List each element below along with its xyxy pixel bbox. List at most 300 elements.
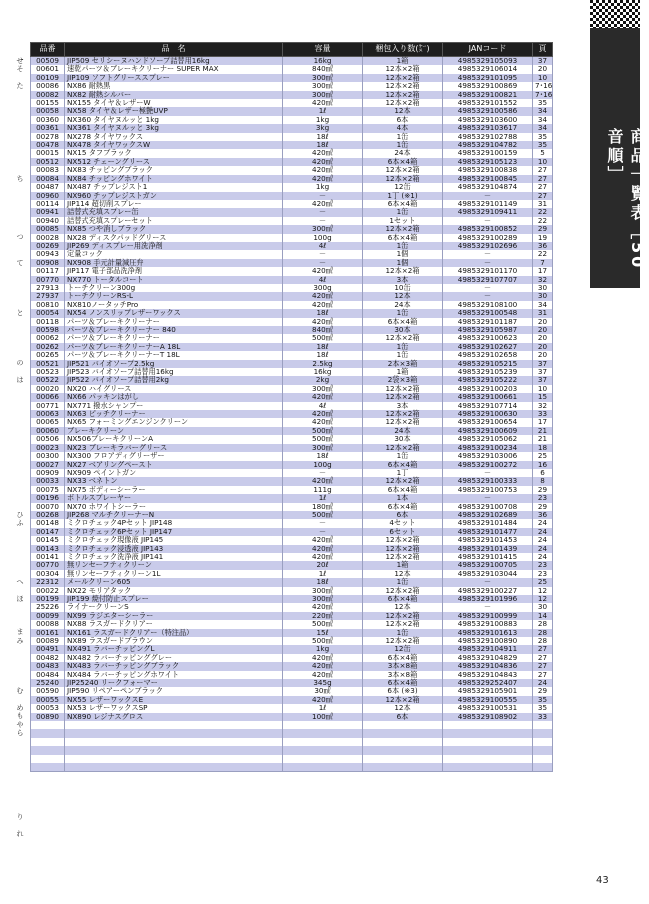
item-capacity: 500㎖ bbox=[283, 637, 363, 645]
item-jan: 4985329100708 bbox=[443, 503, 533, 511]
table-row bbox=[31, 729, 553, 737]
item-code: 00020 bbox=[31, 385, 65, 393]
item-page: 37 bbox=[533, 57, 553, 66]
item-capacity: － bbox=[283, 259, 363, 267]
item-page bbox=[533, 746, 553, 754]
item-page: 27 bbox=[533, 183, 553, 191]
item-jan: － bbox=[443, 469, 533, 477]
item-page: 31 bbox=[533, 309, 553, 317]
item-jan: 4985329104843 bbox=[443, 671, 533, 679]
item-page: 18 bbox=[533, 444, 553, 452]
item-pack: 6本×4箱 bbox=[363, 595, 443, 603]
item-page: 20 bbox=[533, 326, 553, 334]
item-code: 00361 bbox=[31, 124, 65, 132]
item-code: 00262 bbox=[31, 343, 65, 351]
item-pack: 1缶 bbox=[363, 343, 443, 351]
item-page: 23 bbox=[533, 570, 553, 578]
item-jan: 4985329100159 bbox=[443, 149, 533, 157]
item-capacity: 500㎖ bbox=[283, 334, 363, 342]
item-name: NX55 レザーワックスE bbox=[65, 696, 283, 704]
item-page bbox=[533, 729, 553, 737]
item-page: 22 bbox=[533, 250, 553, 258]
item-jan: 4985329101149 bbox=[443, 200, 533, 208]
item-name: パーツ＆ブレーキクリーナーT 18L bbox=[65, 351, 283, 359]
item-jan: 4985329105901 bbox=[443, 687, 533, 695]
item-capacity: 420㎖ bbox=[283, 99, 363, 107]
item-code: 00483 bbox=[31, 662, 65, 670]
item-capacity: 420㎖ bbox=[283, 175, 363, 183]
item-page: 27 bbox=[533, 645, 553, 653]
item-pack bbox=[363, 721, 443, 729]
item-page: 17 bbox=[533, 418, 553, 426]
item-name: NX484 ラバーチッピングホワイト bbox=[65, 671, 283, 679]
item-jan: 4985329105239 bbox=[443, 368, 533, 376]
item-pack: 12本 bbox=[363, 704, 443, 712]
item-name: ミクロチェック現像液 JIP145 bbox=[65, 536, 283, 544]
item-name: ミクロチェック4Pセット JIP148 bbox=[65, 519, 283, 527]
item-page: 32 bbox=[533, 402, 553, 410]
item-name: 詰替式充填スプレーセット bbox=[65, 217, 283, 225]
table-row bbox=[31, 763, 553, 771]
item-code bbox=[31, 721, 65, 729]
item-capacity: 420㎖ bbox=[283, 158, 363, 166]
item-pack: 4本 bbox=[363, 124, 443, 132]
item-code: 00509 bbox=[31, 57, 65, 66]
item-jan: 4985329103617 bbox=[443, 124, 533, 132]
item-code: 00065 bbox=[31, 418, 65, 426]
item-jan: 4985329100845 bbox=[443, 175, 533, 183]
item-code: 00063 bbox=[31, 410, 65, 418]
item-pack: 6本×4箱 bbox=[363, 234, 443, 242]
item-capacity: 420㎖ bbox=[283, 536, 363, 544]
item-pack: 3本×8箱 bbox=[363, 671, 443, 679]
item-jan: － bbox=[443, 284, 533, 292]
item-pack: 1缶 bbox=[363, 578, 443, 586]
item-page: 35 bbox=[533, 704, 553, 712]
item-pack: 12本 bbox=[363, 570, 443, 578]
item-code: 00083 bbox=[31, 166, 65, 174]
item-jan: 4985329101415 bbox=[443, 553, 533, 561]
item-capacity: 500㎖ bbox=[283, 620, 363, 628]
item-code: 00278 bbox=[31, 133, 65, 141]
table-header-row bbox=[31, 43, 553, 57]
item-name: NX53 レザーワックスSP bbox=[65, 704, 283, 712]
item-capacity: 420㎖ bbox=[283, 696, 363, 704]
item-page: 22 bbox=[533, 208, 553, 216]
item-page: 35 bbox=[533, 141, 553, 149]
item-name: パーツ＆ブレーキクリーナー bbox=[65, 318, 283, 326]
item-name: NX15 タフブラック bbox=[65, 149, 283, 157]
item-capacity: － bbox=[283, 208, 363, 216]
item-jan: 4985329104911 bbox=[443, 645, 533, 653]
item-page: 32 bbox=[533, 276, 553, 284]
item-pack: 12本×2箱 bbox=[363, 612, 443, 620]
item-code: 00940 bbox=[31, 217, 65, 225]
item-pack: 12本×2箱 bbox=[363, 637, 443, 645]
item-jan: 4985329101996 bbox=[443, 595, 533, 603]
item-capacity: 4ℓ bbox=[283, 402, 363, 410]
item-capacity: 111g bbox=[283, 486, 363, 494]
item-name: NX66 パッキンはがし bbox=[65, 393, 283, 401]
item-page: 33 bbox=[533, 713, 553, 721]
item-page: 35 bbox=[533, 696, 553, 704]
item-pack: 1本 bbox=[363, 494, 443, 502]
item-code: 00521 bbox=[31, 360, 65, 368]
item-pack: 24本 bbox=[363, 149, 443, 157]
item-name: NX83 チッピングブラック bbox=[65, 166, 283, 174]
item-capacity: 420㎖ bbox=[283, 477, 363, 485]
item-code: 00360 bbox=[31, 116, 65, 124]
item-name bbox=[65, 721, 283, 729]
item-capacity: 1kg bbox=[283, 116, 363, 124]
item-capacity: 420㎖ bbox=[283, 393, 363, 401]
item-name: NX85 つや消しブラック bbox=[65, 225, 283, 233]
item-code: 27913 bbox=[31, 284, 65, 292]
item-page: 10 bbox=[533, 74, 553, 82]
item-jan: 4985329102788 bbox=[443, 133, 533, 141]
item-name: NX99 ラジエターシーラー bbox=[65, 612, 283, 620]
item-page: 20 bbox=[533, 318, 553, 326]
item-code: 00890 bbox=[31, 713, 65, 721]
item-code bbox=[31, 746, 65, 754]
item-name: NX58 タイヤ＆レザー極艶UVP bbox=[65, 107, 283, 115]
item-capacity bbox=[283, 729, 363, 737]
item-pack: 12缶 bbox=[363, 645, 443, 653]
item-jan: 4985329101484 bbox=[443, 519, 533, 527]
item-pack: 30本 bbox=[363, 435, 443, 443]
item-code: 00033 bbox=[31, 477, 65, 485]
item-jan: 4985329101439 bbox=[443, 545, 533, 553]
item-name: NX512 チェーングリース bbox=[65, 158, 283, 166]
item-capacity: 500㎖ bbox=[283, 427, 363, 435]
item-pack: 6本 (※3) bbox=[363, 687, 443, 695]
item-jan: 4985329100753 bbox=[443, 486, 533, 494]
item-code: 00022 bbox=[31, 587, 65, 595]
item-name: NX88 ラスガードクリアー bbox=[65, 620, 283, 628]
item-code: 00941 bbox=[31, 208, 65, 216]
item-code: 00109 bbox=[31, 74, 65, 82]
item-code: 00055 bbox=[31, 696, 65, 704]
item-code: 00066 bbox=[31, 393, 65, 401]
item-name: NX161 ラスガードクリアー（特注品） bbox=[65, 629, 283, 637]
item-name: NX278 タイヤワックス bbox=[65, 133, 283, 141]
item-jan: － bbox=[443, 259, 533, 267]
item-pack: 1箱 bbox=[363, 57, 443, 66]
item-name: NX86 耐熱黒 bbox=[65, 82, 283, 90]
item-page: 24 bbox=[533, 545, 553, 553]
section-tab-panel bbox=[590, 28, 647, 288]
item-code: 00145 bbox=[31, 536, 65, 544]
item-capacity: 420㎖ bbox=[283, 662, 363, 670]
item-capacity: 300㎖ bbox=[283, 91, 363, 99]
item-name bbox=[65, 755, 283, 763]
item-pack: 6本×4箱 bbox=[363, 461, 443, 469]
item-code: 00155 bbox=[31, 99, 65, 107]
item-pack: 1缶 bbox=[363, 208, 443, 216]
item-pack: 2袋×3箱 bbox=[363, 376, 443, 384]
item-pack: 1個 bbox=[363, 250, 443, 258]
item-jan: 4985329100548 bbox=[443, 309, 533, 317]
item-page: 27 bbox=[533, 662, 553, 670]
item-name: NX482 ラバーチッピンググレー bbox=[65, 654, 283, 662]
item-jan: 4985329100654 bbox=[443, 418, 533, 426]
header-code: 品番 bbox=[31, 43, 65, 57]
item-pack: 1箱 bbox=[363, 368, 443, 376]
item-pack: 6本 bbox=[363, 511, 443, 519]
item-pack: 6本×4箱 bbox=[363, 679, 443, 687]
item-pack: 12本 bbox=[363, 292, 443, 300]
item-code: 00487 bbox=[31, 183, 65, 191]
item-capacity: 4ℓ bbox=[283, 242, 363, 250]
item-jan: 4985329252407 bbox=[443, 679, 533, 687]
item-code: 00269 bbox=[31, 242, 65, 250]
item-capacity bbox=[283, 746, 363, 754]
item-capacity: － bbox=[283, 528, 363, 536]
item-capacity: 1ℓ bbox=[283, 704, 363, 712]
item-code: 00148 bbox=[31, 519, 65, 527]
item-page: 29 bbox=[533, 687, 553, 695]
item-pack: 12本×2箱 bbox=[363, 82, 443, 90]
item-jan bbox=[443, 738, 533, 746]
item-page: 34 bbox=[533, 124, 553, 132]
kana-index-label: り bbox=[16, 813, 24, 821]
item-capacity: 840㎖ bbox=[283, 326, 363, 334]
item-name: パーツ＆ブレーキクリーナー 840 bbox=[65, 326, 283, 334]
item-code: 25240 bbox=[31, 679, 65, 687]
item-capacity: 420㎖ bbox=[283, 545, 363, 553]
item-code: 25226 bbox=[31, 603, 65, 611]
item-name: NX75 ボディーシーラー bbox=[65, 486, 283, 494]
item-pack: 12本×2箱 bbox=[363, 385, 443, 393]
item-capacity: 840㎖ bbox=[283, 65, 363, 73]
item-page: 34 bbox=[533, 301, 553, 309]
item-pack bbox=[363, 746, 443, 754]
item-page: 6 bbox=[533, 469, 553, 477]
item-jan: 4985329109411 bbox=[443, 208, 533, 216]
item-page: 34 bbox=[533, 116, 553, 124]
item-jan: 4985329100531 bbox=[443, 704, 533, 712]
item-jan: － bbox=[443, 217, 533, 225]
item-capacity: 180㎖ bbox=[283, 503, 363, 511]
item-page: 27 bbox=[533, 671, 553, 679]
item-pack: 12本×2箱 bbox=[363, 334, 443, 342]
kana-index-label: も bbox=[16, 712, 24, 721]
item-code: 00771 bbox=[31, 402, 65, 410]
item-name: パーツ＆ブレーキクリーナーA 18L bbox=[65, 343, 283, 351]
kana-index-label: ほ bbox=[16, 594, 24, 603]
item-capacity: 1kg bbox=[283, 183, 363, 191]
item-code: 00085 bbox=[31, 225, 65, 233]
item-code: 00523 bbox=[31, 368, 65, 376]
item-name: NX27 ベアリングペースト bbox=[65, 461, 283, 469]
item-code: 00058 bbox=[31, 107, 65, 115]
item-code: 00099 bbox=[31, 612, 65, 620]
item-capacity: 4ℓ bbox=[283, 276, 363, 284]
item-page bbox=[533, 738, 553, 746]
item-name: NX84 チッピングホワイト bbox=[65, 175, 283, 183]
item-name: JIP269 ディスプレー用洗浄剤 bbox=[65, 242, 283, 250]
item-code: 00088 bbox=[31, 620, 65, 628]
item-code: 00054 bbox=[31, 309, 65, 317]
item-capacity: 420㎖ bbox=[283, 410, 363, 418]
item-pack: 6本 bbox=[363, 713, 443, 721]
item-name bbox=[65, 746, 283, 754]
item-jan: 4985329104829 bbox=[443, 654, 533, 662]
item-pack: 3本 bbox=[363, 276, 443, 284]
item-code: 00598 bbox=[31, 326, 65, 334]
item-capacity: 420㎖ bbox=[283, 267, 363, 275]
item-jan: 4985329100289 bbox=[443, 234, 533, 242]
item-jan: 4985329103006 bbox=[443, 452, 533, 460]
item-capacity: 300㎖ bbox=[283, 595, 363, 603]
item-page: 23 bbox=[533, 494, 553, 502]
item-pack: 12本×2箱 bbox=[363, 620, 443, 628]
item-name: JIP117 電子部品洗浄剤 bbox=[65, 267, 283, 275]
item-page: 12 bbox=[533, 587, 553, 595]
item-capacity: 500㎖ bbox=[283, 511, 363, 519]
item-code: 00265 bbox=[31, 351, 65, 359]
item-name: 無リンセーフティクリーン1L bbox=[65, 570, 283, 578]
item-pack: 12本×2箱 bbox=[363, 175, 443, 183]
item-name bbox=[65, 729, 283, 737]
item-jan: 4985329108902 bbox=[443, 713, 533, 721]
item-jan: 4985329104782 bbox=[443, 141, 533, 149]
item-pack bbox=[363, 755, 443, 763]
item-code bbox=[31, 763, 65, 771]
item-page: 37 bbox=[533, 376, 553, 384]
item-code: 00478 bbox=[31, 141, 65, 149]
item-pack: 4セット bbox=[363, 519, 443, 527]
item-name: ライナークリーンS bbox=[65, 603, 283, 611]
item-jan: 4985329100623 bbox=[443, 334, 533, 342]
item-capacity: 420㎖ bbox=[283, 200, 363, 208]
item-code: 00300 bbox=[31, 452, 65, 460]
item-name: JIP114 超切削スプレー bbox=[65, 200, 283, 208]
item-name: NX65 フォーミングエンジンクリーン bbox=[65, 418, 283, 426]
item-name: NX491 ラバーチッピングL bbox=[65, 645, 283, 653]
item-page: 36 bbox=[533, 511, 553, 519]
kana-index-label: ひ bbox=[16, 510, 24, 519]
item-code: 00484 bbox=[31, 671, 65, 679]
item-page: 35 bbox=[533, 133, 553, 141]
kana-index-label: の bbox=[16, 359, 24, 368]
item-page: 27 bbox=[533, 175, 553, 183]
kana-index-label: れ bbox=[16, 829, 24, 838]
section-tab bbox=[590, 0, 647, 904]
item-name: NX810ノータッチPro bbox=[65, 301, 283, 309]
item-page: 7･16 bbox=[533, 82, 553, 90]
item-capacity: 18ℓ bbox=[283, 578, 363, 586]
item-capacity: 1ℓ bbox=[283, 107, 363, 115]
item-name: ボトルスプレーヤー bbox=[65, 494, 283, 502]
item-code: 00161 bbox=[31, 629, 65, 637]
kana-index-label: せ bbox=[16, 57, 24, 65]
item-code: 00023 bbox=[31, 444, 65, 452]
item-code: 00491 bbox=[31, 645, 65, 653]
item-jan: 4985329104836 bbox=[443, 662, 533, 670]
item-code: 00143 bbox=[31, 545, 65, 553]
item-name: NX960 チップレジストガン bbox=[65, 192, 283, 200]
item-page: 28 bbox=[533, 637, 553, 645]
product-list-table bbox=[30, 42, 553, 772]
item-name: NX908 手元計量減圧弁 bbox=[65, 259, 283, 267]
item-capacity: 2kg bbox=[283, 376, 363, 384]
item-page: 24 bbox=[533, 536, 553, 544]
kana-index-label: や bbox=[16, 720, 24, 729]
item-jan: 4985329101095 bbox=[443, 74, 533, 82]
item-pack: 12本×2箱 bbox=[363, 696, 443, 704]
item-page: 5 bbox=[533, 149, 553, 157]
item-code: 00028 bbox=[31, 234, 65, 242]
item-capacity: 300㎖ bbox=[283, 82, 363, 90]
kana-index-label: ま bbox=[16, 628, 24, 637]
item-code: 00482 bbox=[31, 654, 65, 662]
item-jan: 4985329107714 bbox=[443, 402, 533, 410]
item-capacity: 15ℓ bbox=[283, 629, 363, 637]
item-code: 00590 bbox=[31, 687, 65, 695]
item-jan: 4985329100838 bbox=[443, 166, 533, 174]
item-jan: 4985329108100 bbox=[443, 301, 533, 309]
item-code bbox=[31, 738, 65, 746]
item-pack: 6本×4箱 bbox=[363, 503, 443, 511]
item-name: メールクリーン605 bbox=[65, 578, 283, 586]
item-jan: 4985329105215 bbox=[443, 360, 533, 368]
item-jan: 4985329100227 bbox=[443, 587, 533, 595]
item-pack: 24本 bbox=[363, 301, 443, 309]
item-page: 22 bbox=[533, 217, 553, 225]
item-capacity: 20ℓ bbox=[283, 561, 363, 569]
item-name: NX70 ホワイトシーラー bbox=[65, 503, 283, 511]
item-name bbox=[65, 738, 283, 746]
item-capacity: 300㎖ bbox=[283, 385, 363, 393]
item-name: JIP522 バイオソープ詰替用2kg bbox=[65, 376, 283, 384]
item-name: NX890 レジナスグロス bbox=[65, 713, 283, 721]
item-pack: 12本×2箱 bbox=[363, 99, 443, 107]
item-capacity: 100g bbox=[283, 234, 363, 242]
kana-index-label: と bbox=[16, 309, 24, 317]
item-page: 7･16 bbox=[533, 91, 553, 99]
item-pack: 12本×2箱 bbox=[363, 65, 443, 73]
item-jan: 4985329103600 bbox=[443, 116, 533, 124]
item-jan: 4985329100661 bbox=[443, 393, 533, 401]
item-jan: 4985329102696 bbox=[443, 242, 533, 250]
item-jan: 4985329100234 bbox=[443, 444, 533, 452]
item-jan: － bbox=[443, 250, 533, 258]
item-page: 20 bbox=[533, 351, 553, 359]
item-page: 19 bbox=[533, 234, 553, 242]
item-code: 00084 bbox=[31, 175, 65, 183]
item-pack: 12本 bbox=[363, 107, 443, 115]
item-pack: 12本×2箱 bbox=[363, 477, 443, 485]
item-pack bbox=[363, 738, 443, 746]
item-pack: 3本×8箱 bbox=[363, 662, 443, 670]
item-capacity: － bbox=[283, 217, 363, 225]
item-page: 25 bbox=[533, 452, 553, 460]
item-page: 27 bbox=[533, 654, 553, 662]
item-name: JIP109 ソフトグリーススプレー bbox=[65, 74, 283, 82]
item-capacity: 2.5kg bbox=[283, 360, 363, 368]
item-page: 37 bbox=[533, 368, 553, 376]
item-jan: 4985329105123 bbox=[443, 158, 533, 166]
item-page: 29 bbox=[533, 225, 553, 233]
item-jan: 4985329100869 bbox=[443, 82, 533, 90]
item-jan: 4985329100630 bbox=[443, 410, 533, 418]
item-code: 27937 bbox=[31, 292, 65, 300]
item-capacity: 420㎖ bbox=[283, 418, 363, 426]
item-jan: 4985329101552 bbox=[443, 99, 533, 107]
item-pack: 12本×2箱 bbox=[363, 444, 443, 452]
item-page: 12 bbox=[533, 595, 553, 603]
